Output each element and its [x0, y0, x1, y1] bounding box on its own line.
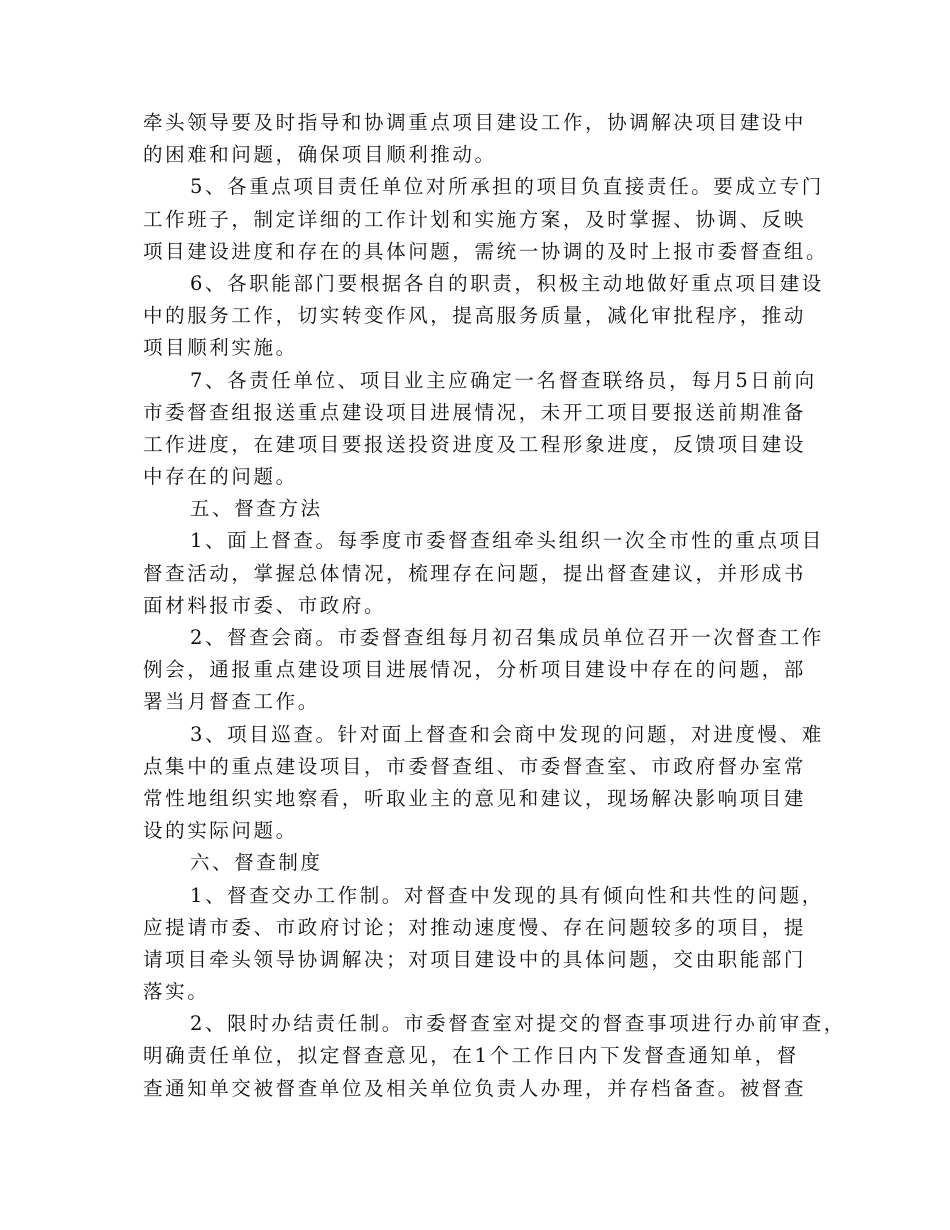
text-line: 项目建设进度和存在的具体问题，需统一协调的及时上报市委督查组。 — [143, 239, 829, 263]
section-heading: 六、督查制度 — [190, 851, 323, 875]
text-line: 查通知单交被督查单位及相关单位负责人办理，并存档备查。被督查 — [143, 1076, 807, 1100]
text-line: 工作进度，在建项目要报送投资进度及工程形象进度，反馈项目建设 — [143, 432, 807, 456]
text-line: 应提请市委、市政府讨论；对推动速度慢、存在问题较多的项目，提 — [143, 915, 807, 939]
text-line: 中的服务工作，切实转变作风，提高服务质量，减化审批程序，推动 — [143, 304, 807, 328]
paragraph-start-line: 5、各重点项目责任单位对所承担的项目负直接责任。要成立专门 — [190, 175, 824, 199]
text-line: 督查活动，掌握总体情况，梳理存在问题，提出督查建议，并形成书 — [143, 561, 807, 585]
text-line: 牵头领导要及时指导和协调重点项目建设工作，协调解决项目建设中 — [143, 111, 807, 134]
paragraph-start-line: 2、限时办结责任制。市委督查室对提交的督查事项进行办前审查， — [190, 1012, 846, 1036]
paragraph-start-line: 1、督查交办工作制。对督查中发现的具有倾向性和共性的问题， — [190, 883, 824, 907]
text-line: 署当月督查工作。 — [143, 690, 320, 714]
text-line: 中存在的问题。 — [143, 465, 298, 489]
text-line: 工作班子，制定详细的工作计划和实施方案，及时掌握、协调、反映 — [143, 207, 807, 231]
document-page — [143, 107, 846, 1105]
paragraph-start-line: 1、面上督查。每季度市委督查组牵头组织一次全市性的重点项目 — [190, 529, 824, 553]
text-line: 常性地组织实地察看，听取业主的意见和建议，现场解决影响项目建 — [143, 786, 807, 810]
text-line: 请项目牵头领导协调解决；对项目建设中的具体问题，交由职能部门 — [143, 947, 807, 971]
text-line: 例会，通报重点建设项目进展情况，分析项目建设中存在的问题，部 — [143, 658, 807, 682]
text-line: 落实。 — [143, 980, 210, 1004]
text-line: 设的实际问题。 — [143, 819, 298, 843]
paragraph-start-line: 2、督查会商。市委督查组每月初召集成员单位召开一次督查工作 — [190, 626, 824, 649]
paragraph-start-line: 7、各责任单位、项目业主应确定一名督查联络员，每月5日前向 — [190, 368, 817, 392]
paragraph-start-line: 6、各职能部门要根据各自的职责，积极主动地做好重点项目建设 — [190, 271, 824, 295]
paragraph-start-line: 3、项目巡查。针对面上督查和会商中发现的问题，对进度慢、难 — [190, 722, 824, 746]
section-heading: 五、督查方法 — [190, 497, 323, 521]
text-line: 明确责任单位，拟定督查意见，在1个工作日内下发督查通知单，督 — [143, 1044, 799, 1068]
text-line: 面材料报市委、市政府。 — [143, 593, 387, 617]
text-line: 项目顺利实施。 — [143, 336, 298, 360]
text-line: 的困难和问题，确保项目顺利推动。 — [143, 143, 497, 167]
text-line: 点集中的重点建设项目，市委督查组、市委督查室、市政府督办室常 — [143, 754, 807, 778]
text-line: 市委督查组报送重点建设项目进展情况，未开工项目要报送前期准备 — [143, 400, 807, 424]
